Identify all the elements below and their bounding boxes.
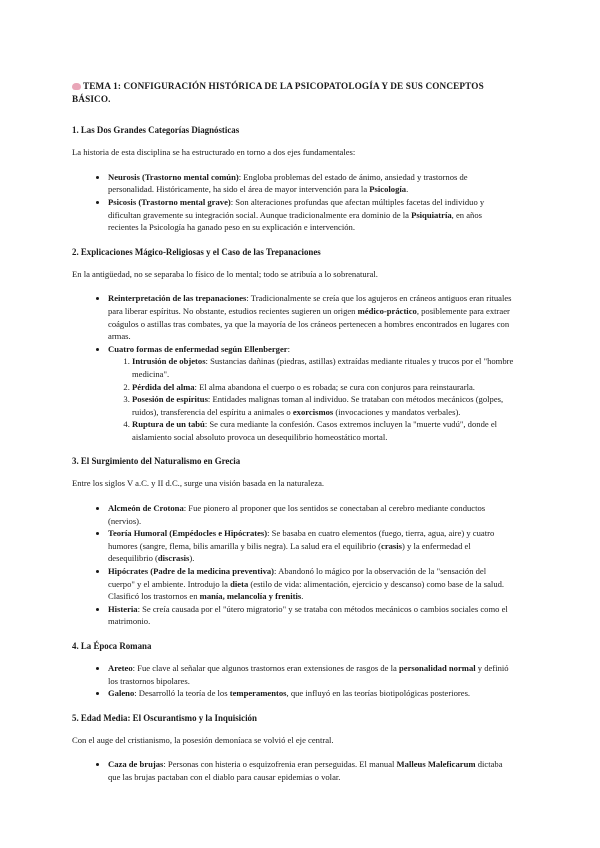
document-title-text: TEMA 1: CONFIGURACIÓN HISTÓRICA DE LA PSICOPATOLOGÍA Y DE SUS CONCEPTOS BÁSICO. [72,81,484,104]
list-item [108,758,514,783]
item-text: : Abandonó lo mágico por la observación de la "sensación del cuerpo" y el ambiente. Introdujo la [108,566,487,589]
item-text: (invocaciones y mandatos verbales). [333,406,461,417]
numbered-item [132,393,514,418]
item-emphasis: dieta [230,578,249,589]
section-1 [72,124,514,234]
bullet-list [72,662,514,700]
item-term: Hipócrates (Padre de la medicina preventiva) [108,566,275,577]
item-emphasis: discrasis [157,553,190,564]
bullet-list [72,171,514,234]
item-text: . [301,591,304,602]
section-3 [72,455,514,628]
item-term: Ruptura de un tabú [132,419,205,430]
item-emphasis: personalidad normal [398,663,476,673]
item-text: dictaba que las brujas pactaban con el diablo para causar epidemias o volar. [108,759,503,782]
list-item [108,502,514,527]
list-item [108,343,514,444]
item-text: , en años recientes la Psicología ha ganado peso en su explicación e intervención. [108,209,482,233]
item-term: Neurosis (Trastorno mental común) [108,171,239,182]
item-term: Teoría Humoral (Empédocles e Hipócrates) [108,528,268,539]
section-heading: 3. El Surgimiento del Naturalismo en Grecia [72,456,241,467]
bullet-list [72,502,514,628]
section-intro: En la antigüedad, no se separaba lo físico de lo mental; todo se atribuía a lo sobrenatural. [72,268,378,279]
item-emphasis: Malleus Maleficarum [396,759,476,770]
bullet-list [72,292,514,443]
section-2 [72,246,514,444]
item-text: : Se basaba en cuatro elementos (fuego, tierra, agua, aire) y cuatro humores (sangre, flema, bilis amarilla y bilis negra). La salud era el equilibrio ( [108,528,495,551]
item-text: (estilo de vida: alimentación, ejercicio y descanso) como base de la salud. Clasificó los trastornos en [108,578,505,602]
item-emphasis: Psicología [369,184,407,195]
item-text: : Se creía causada por el "útero migratorio" y se trataba con métodos mecánicos o cambios sociales como el matrimonio. [108,603,508,627]
section-intro: Con el auge del cristianismo, la posesión demoníaca se volvió el eje central. [72,734,334,745]
section-heading: 4. La Época Romana [72,641,152,651]
item-term: Histeria [108,603,138,614]
list-item [108,662,514,687]
item-term: Reinterpretación de las trepanaciones [108,293,247,304]
brain-icon [72,83,81,90]
list-item [108,196,514,234]
section-heading: 1. Las Dos Grandes Categorías Diagnósticas [72,125,240,136]
item-text: y definió los trastornos bipolares. [108,663,509,686]
section-heading: 2. Explicaciones Mágico-Religiosas y el Caso de las Trepanaciones [72,246,321,257]
numbered-item [132,381,514,394]
numbered-list [108,355,514,443]
list-item [108,603,514,628]
item-text: : Fue clave al señalar que algunos trastornos eran extensiones de rasgos de la [132,663,399,673]
item-text: : Desarrolló la teoría de los [134,688,230,699]
item-term: Cuatro formas de enfermedad según Ellenberger [108,343,288,354]
item-term: Psicosis (Trastorno mental grave) [108,196,231,207]
item-emphasis: manía, melancolía y frenitis [199,591,302,602]
item-text: : Fue pionero al proponer que los sentidos se conectaban al cerebro mediante conductos (nervios). [108,503,486,526]
list-item [108,292,514,342]
item-text: : Tradicionalmente se creía que los agujeros en cráneos antiguos eran rituales para liberar espíritus. No obstante, estudios recientes sugieren un origen [108,293,512,316]
item-term: Intrusión de objetos [132,356,206,367]
item-text: , posiblemente para extraer coágulos o astillas tras combates, ya que la mayoría de los cráneos pertenecen a hombres encontrados en lugares con armas. [108,305,510,342]
item-text: : Entidades malignas toman al individuo. Se trataban con métodos mecánicos (golpes, ruidos), transferencia del espíritu a animales o [132,394,504,417]
section-4 [72,640,514,700]
section-5 [72,712,514,784]
item-term: Alcmeón de Crotona [108,503,184,514]
section-heading: 5. Edad Media: El Oscurantismo y la Inquisición [72,712,257,723]
list-item [108,687,514,700]
item-emphasis: Psiquiatría [411,209,452,220]
item-text: : Se cura mediante la confesión. Casos extremos incluyen la "muerte vudú", donde el aislamiento social absoluto provoca un desequilibrio homeostático mortal. [132,419,498,442]
item-text: : Engloba problemas del estado de ánimo, ansiedad y trastornos de personalidad. Históricamente, ha sido el área de mayor intervención para la [108,171,468,195]
item-text: , que influyó en las teorías biotipológicas posteriores. [286,688,471,699]
item-text: : Sustancias dañinas (piedras, astillas) extraídas mediante rituales y trucos por el "hombre medicina". [132,356,514,379]
numbered-item [132,418,514,443]
item-text: . [406,184,409,195]
document-title [72,80,514,105]
section-intro: Entre los siglos V a.C. y II d.C., surge una visión basada en la naturaleza. [72,478,325,489]
item-term: Caza de brujas [108,759,164,770]
item-emphasis: médico-práctico [357,305,417,316]
item-emphasis: temperamentos [229,688,287,699]
item-emphasis: exorcismos [292,406,334,417]
item-term: Galeno [108,688,135,699]
item-text: : [287,343,290,354]
item-text: ) y la enfermedad el desequilibrio ( [108,540,471,564]
item-emphasis: crasis [381,540,403,551]
list-item [108,527,514,565]
bullet-list [72,758,514,783]
list-item [108,565,514,603]
list-item [108,171,514,196]
section-intro: La historia de esta disciplina se ha estructurado en torno a dos ejes fundamentales: [72,147,356,158]
item-text: : Son alteraciones profundas que afectan múltiples facetas del individuo y dificultan gravemente su integración social. Aunque tradicionalmente era dominio de la [108,196,485,220]
numbered-item [132,355,514,380]
item-term: Posesión de espíritus [132,394,208,405]
item-text: : Personas con histeria o esquizofrenia eran perseguidas. El manual [163,759,397,770]
item-text: : El alma abandona el cuerpo o es robada; se cura con conjuros para reinstaurarla. [194,381,475,392]
item-term: Areteo [108,663,133,673]
item-term: Pérdida del alma [132,381,195,392]
item-text: ). [189,553,195,564]
